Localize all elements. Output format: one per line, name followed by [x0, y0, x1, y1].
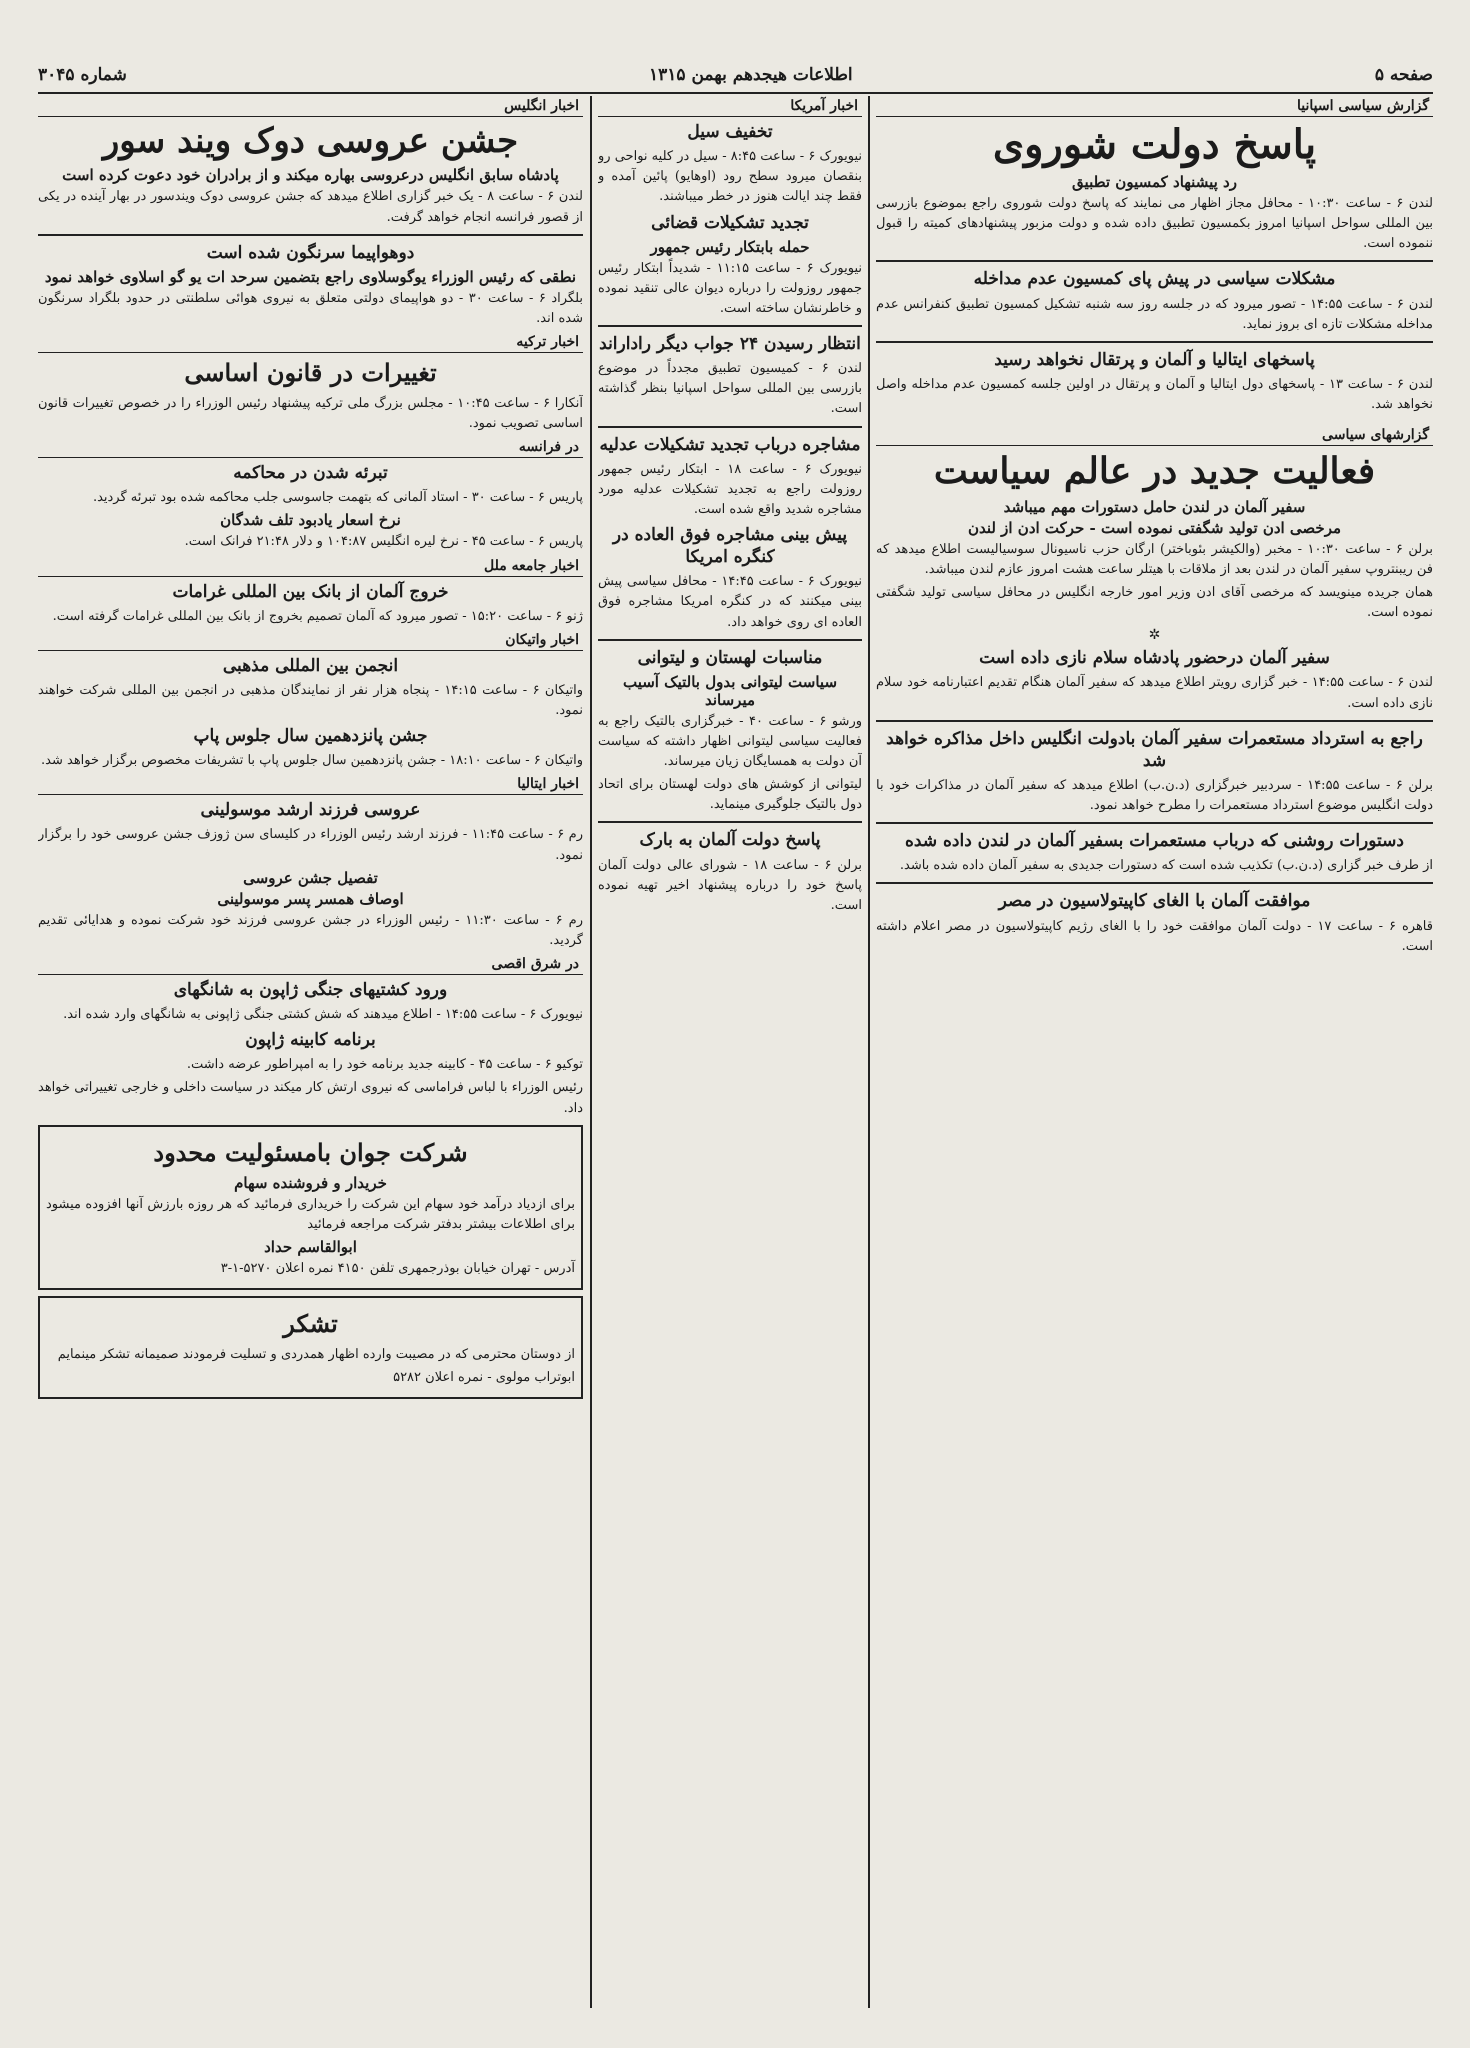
- headline: پاسخ دولت آلمان به بارک: [639, 830, 821, 851]
- section-vatican: اخبار واتیکان: [38, 630, 583, 651]
- subhead: نطقی که رئیس الوزراء یوگوسلاوی راجع بتضمین سرحد ات یو گو اسلاوی خواهد نمود: [44, 267, 577, 286]
- article-text: لندن ۶ - ساعت ۱۳ - پاسخهای دول ایتالیا و آلمان و پرتقال در اولین جلسه کمسیون عدم مداخله واصل نخواهد شد.: [876, 376, 1433, 413]
- headline: مشاجره درباب تجدید تشکیلات عدلیه: [599, 434, 861, 455]
- divider: [876, 882, 1433, 884]
- section-political: گزارشهای سیاسی: [876, 425, 1433, 446]
- article-text: از طرف خبر گزاری (د.ن.ب) تکذیب شده است که دستورات جدیدی به سفیر آلمان داده شده باشد.: [899, 858, 1433, 874]
- left-column: [38, 96, 583, 2008]
- article-text: آنکارا ۶ - ساعت ۱۰:۴۵ - مجلس بزرگ ملی ترکیه پیشنهاد رئیس الوزراء را در خصوص تغییرات قانون اساسی تصویب نمود.: [38, 395, 583, 431]
- headline: خروج آلمان از بانک بین المللی غرامات: [172, 581, 449, 602]
- article-text: رم ۶ - ساعت ۱۱:۳۰ - رئیس الوزراء در جشن عروسی فرزند خود شرکت نموده و هدایائی تقدیم گردید.: [38, 912, 583, 948]
- article-text: لیتوانی از کوشش های دولت لهستان برای اتحاد دول بالتیک جلوگیری مینماید.: [598, 777, 862, 813]
- subhead: مرخصی ادن تولید شگفتی نموده است - حرکت ادن از لندن: [967, 518, 1342, 537]
- ad-text: برای ازدیاد درآمد خود سهام این شرکت را خریداری فرمائید که هر روزه بارزش آنها افزوده میشود برای اطلاعات بیشتر بدفتر شرکت مراجعه فرمائید: [46, 1196, 575, 1232]
- headline: تخفیف سیل: [687, 122, 773, 142]
- divider: [598, 821, 862, 823]
- article-text: نیویورک ۶ - ساعت ۱۱:۱۵ - شدیداً ابتکار رئیس جمهور روزولت را درباره دیوان عالی تنقید نموده و خاطرنشان ساخته است.: [598, 260, 862, 316]
- subhead: پادشاه سابق انگلیس درعروسی بهاره میکند و از برادران خود دعوت کرده است: [62, 166, 559, 185]
- article-text: نیویورک ۶ - ساعت ۱۸ - ابتکار رئیس جمهور روزولت راجع به تجدید تشکیلات عدلیه مورد مشاجره شدید واقع شده است.: [598, 461, 862, 517]
- headline: تبرئه شدن در محاکمه: [233, 463, 388, 484]
- newspaper-title: اطلاعات هیجدهم بهمن ۱۳۱۵: [649, 65, 853, 85]
- article-text: بلگراد ۶ - ساعت ۳۰ - دو هواپیمای دولتی متعلق به نیروی هوائی سلطنتی در حدود بلگراد سرنگون شده اند.: [38, 290, 583, 326]
- section-italy: اخبار ایتالیا: [38, 774, 583, 795]
- headline: سفیر آلمان درحضور پادشاه سلام نازی داده است: [979, 648, 1330, 669]
- headline: ورود کشتیهای جنگی ژاپون به شانگهای: [173, 980, 448, 1000]
- subhead: حمله بابتکار رئیس جمهور: [650, 237, 810, 256]
- subhead: رد پیشنهاد کمسیون تطبیق: [1072, 173, 1237, 191]
- advertisement-company: [38, 1125, 583, 1290]
- section-france: در فرانسه: [38, 437, 583, 458]
- subhead: تفصیل جشن عروسی: [243, 868, 378, 887]
- divider: [876, 260, 1433, 262]
- columns: [38, 96, 1433, 2008]
- thanks-notice: [38, 1296, 583, 1399]
- headline: پیش بینی مشاجره فوق العاده در کنگره امریکا: [612, 525, 848, 568]
- ad-name: ابوالقاسم حداد: [264, 1237, 357, 1256]
- column-rule: [868, 96, 870, 2008]
- article-text: لندن ۶ - ساعت ۸ - یک خبر گزاری اطلاع میدهد که جشن عروسی دوک ویندسور در بهار آینده در یکی از قصور فرانسه انجام خواهد گرفت.: [38, 189, 583, 225]
- article-text: پاریس ۶ - ساعت ۴۵ - نرخ لیره انگلیس ۱۰۴:۸۷ و دلار ۲۱:۴۸ فرانک است.: [184, 534, 583, 550]
- subhead: سفیر آلمان در لندن حامل دستورات مهم میباشد: [1003, 497, 1306, 516]
- subhead: اوصاف همسر پسر موسولینی: [217, 889, 404, 908]
- headline: انجمن بین المللی مذهبی: [222, 655, 399, 676]
- section-league: اخبار جامعه ملل: [38, 556, 583, 577]
- article-text: نیویورک ۶ - ساعت ۸:۴۵ - سیل در کلیه نواحی رو بنقصان میرود سطح رود (اوهایو) پائین آمده و فقط چند ایالت هنوز در خطر میباشند.: [598, 149, 862, 205]
- article-text: رئیس الوزراء با لباس فراماسی که نیروی ارتش کار میکند در سیاست داخلی و خارجی تغییراتی خواهد داد.: [38, 1080, 583, 1116]
- section-turkey: اخبار ترکیه: [38, 332, 583, 353]
- subhead: نرخ اسعار یادبود تلف شدگان: [220, 511, 401, 530]
- page-number: صفحه ۵: [1374, 65, 1433, 85]
- america-column: [598, 96, 862, 2008]
- article-text: نیویورک ۶ - ساعت ۱۴:۴۵ - محافل سیاسی پیش بینی میکنند که در کنگره امریکا مشاجره فوق العاده ای روی خواهد داد.: [598, 574, 862, 630]
- section-america: اخبار آمریکا: [598, 96, 862, 117]
- headline: دستورات روشنی که درباب مستعمرات بسفیر آلمان در لندن داده شده: [905, 831, 1404, 852]
- thanks-signature: ابوتراب مولوی - نمره اعلان ۵۲۸۲: [393, 1369, 575, 1385]
- headline: مناسبات لهستان و لیتوانی: [637, 647, 823, 668]
- article-text: برلن ۶ - ساعت ۱۸ - شورای عالی دولت آلمان پاسخ خود را درباره پیشنهاد اخیر تهیه نموده است.: [598, 857, 862, 913]
- article-text: لندن ۶ - ساعت ۱۰:۳۰ - محافل مجاز اظهار می نمایند که پاسخ دولت شوروی راجع بموضوع بازرسی بین المللی سواحل اسپانیا امروز بکمسیون تطبیق داده شده و دولت مزبور پیشنهادهای کمیته را قبول ننموده است.: [876, 196, 1433, 252]
- article-text: واتیکان ۶ - ساعت ۱۴:۱۵ - پنجاه هزار نفر از نمایندگان مذهبی در انجمن بین المللی شرکت خواهند نمود.: [38, 682, 583, 718]
- article-text: برلن ۶ - ساعت ۱۴:۵۵ - سردبیر خبرگزاری (د.ن.ب) اطلاع میدهد که سفیر آلمان در مذاکرات خود با دولت انگلیس موضوع استرداد مستعمرات را مطرح خواهد نمود.: [876, 777, 1433, 814]
- thanks-headline: تشکر: [283, 1308, 338, 1338]
- headline: مشکلات سیاسی در پیش پای کمسیون عدم مداخله: [973, 269, 1336, 290]
- issue-number: شماره ۳۰۴۵: [38, 65, 127, 85]
- headline: موافقت آلمان با الغای کاپیتولاسیون در مصر: [998, 891, 1311, 912]
- ad-subhead: خریدار و فروشنده سهام: [234, 1173, 387, 1192]
- article-text: لندن ۶ - ساعت ۱۴:۵۵ - خبر گزاری رویتر اطلاع میدهد که سفیر آلمان هنگام تقدیم اعتبارنامه خود سلام نازی داده است.: [876, 675, 1433, 711]
- divider: [38, 234, 583, 236]
- article-text: پاریس ۶ - ساعت ۳۰ - استاد آلمانی که بتهمت جاسوسی جلب محاکمه شده بود تبرئه گردید.: [92, 490, 583, 506]
- headline: جشن پانزدهمین سال جلوس پاپ: [193, 726, 428, 747]
- headline: انتظار رسیدن ۲۴ جواب دیگر راداراند: [599, 334, 861, 355]
- subhead: سیاست لیتوانی بدول بالتیک آسیب میرساند: [622, 672, 838, 709]
- article-text: همان جریده مینویسد که مرخصی آقای ادن وزیر امور خارجه انگلیس در محافل سیاسی تولید شگفتی نموده است.: [876, 585, 1433, 621]
- ad-address: آدرس - تهران خیابان بوذرجمهری تلفن ۴۱۵۰ نمره اعلان ۵۲۷۰-۱-۳: [220, 1260, 575, 1276]
- headline: تجدید تشکیلات قضائی: [651, 212, 809, 233]
- headline: برنامه کابینه ژاپون: [245, 1030, 376, 1051]
- section-england: اخبار انگلیس: [38, 96, 583, 117]
- divider: [876, 720, 1433, 722]
- article-text: توکیو ۶ - ساعت ۴۵ - کابینه جدید برنامه خود را به امپراطور عرضه داشت.: [186, 1057, 583, 1073]
- article-text: نیویورک ۶ - ساعت ۱۴:۵۵ - اطلاع میدهند که شش کشتی جنگی ژاپونی به شانگهای وارد شده اند.: [63, 1007, 583, 1023]
- column-rule: [590, 96, 592, 2008]
- divider: [598, 639, 862, 641]
- article-text: برلن ۶ - ساعت ۱۰:۳۰ - مخبر (والکیشر بئوباختر) ارگان حزب ناسیونال سوسیالیست اطلاع میدهد که فن ریبنتروپ سفیر آلمان در لندن بعد از ملاقات با هیتلر ساعت هشت امروز عازم لندن میباشد.: [876, 541, 1433, 577]
- article-text: ژنو ۶ - ساعت ۱۵:۲۰ - تصور میرود که آلمان تصمیم بخروج از بانک بین المللی غرامات گرفته است.: [52, 608, 583, 624]
- masthead: [38, 58, 1433, 94]
- article-text: رم ۶ - ساعت ۱۱:۴۵ - فرزند ارشد رئیس الوزراء در کلیسای سن ژوزف جشن عروسی خود را برگزار نمود.: [38, 827, 583, 863]
- article-text: قاهره ۶ - ساعت ۱۷ - دولت آلمان موافقت خود را با الغای رژیم کاپیتولاسیون در مصر اعلام داشته است.: [876, 918, 1433, 954]
- divider: [876, 341, 1433, 343]
- article-text: واتیکان ۶ - ساعت ۱۸:۱۰ - جشن پانزدهمین سال جلوس پاپ با تشریفات مخصوص برگزار خواهد شد.: [41, 753, 583, 769]
- headline-soviet-reply: پاسخ دولت شوروی: [992, 121, 1317, 168]
- section-spain: گزارش سیاسی اسپانیا: [876, 96, 1433, 117]
- article-text: لندن ۶ - کمیسیون تطبیق مجدداً در موضوع بازرسی بین المللی سواحل اسپانیا بنظر گذاشته است.: [598, 361, 862, 417]
- article-text: ورشو ۶ - ساعت ۴۰ - خبرگزاری بالتیک راجع به فعالیت سیاسی لیتوانی اظهار داشته که سیاست آن دولت به همسایگان زیان میرساند.: [598, 713, 862, 770]
- divider: [598, 426, 862, 428]
- right-column: [876, 96, 1433, 2008]
- divider: [876, 822, 1433, 824]
- headline: عروسی فرزند ارشد موسولینی: [200, 800, 421, 821]
- headline-windsor-wedding: جشن عروسی دوک ویند سور: [102, 121, 519, 161]
- star-ornament: ✲: [1148, 627, 1161, 644]
- headline: تغییرات در قانون اساسی: [184, 358, 437, 388]
- headline: راجع به استرداد مستعمرات سفیر آلمان بادولت انگلیس داخل مذاکره خواهد شد: [886, 728, 1423, 771]
- ad-headline: شرکت جوان بامسئولیت محدود: [153, 1137, 468, 1167]
- thanks-text: از دوستان محترمی که در مصیبت وارده اظهار همدردی و تسلیت فرمودند صمیمانه تشکر مینمایم: [57, 1346, 575, 1362]
- headline: دوهواپیما سرنگون شده است: [206, 242, 415, 263]
- headline: پاسخهای ایتالیا و آلمان و پرتقال نخواهد رسید: [994, 349, 1315, 370]
- article-text: لندن ۶ - ساعت ۱۴:۵۵ - تصور میرود که در جلسه روز سه شنبه تشکیل کمسیون تطبیق کنفرانس عدم مداخله مشکلات تازه ای بروز نماید.: [876, 296, 1433, 332]
- section-far-east: در شرق اقصی: [38, 954, 583, 975]
- divider: [598, 325, 862, 327]
- headline-new-activity: فعالیت جدید در عالم سیاست: [933, 450, 1376, 493]
